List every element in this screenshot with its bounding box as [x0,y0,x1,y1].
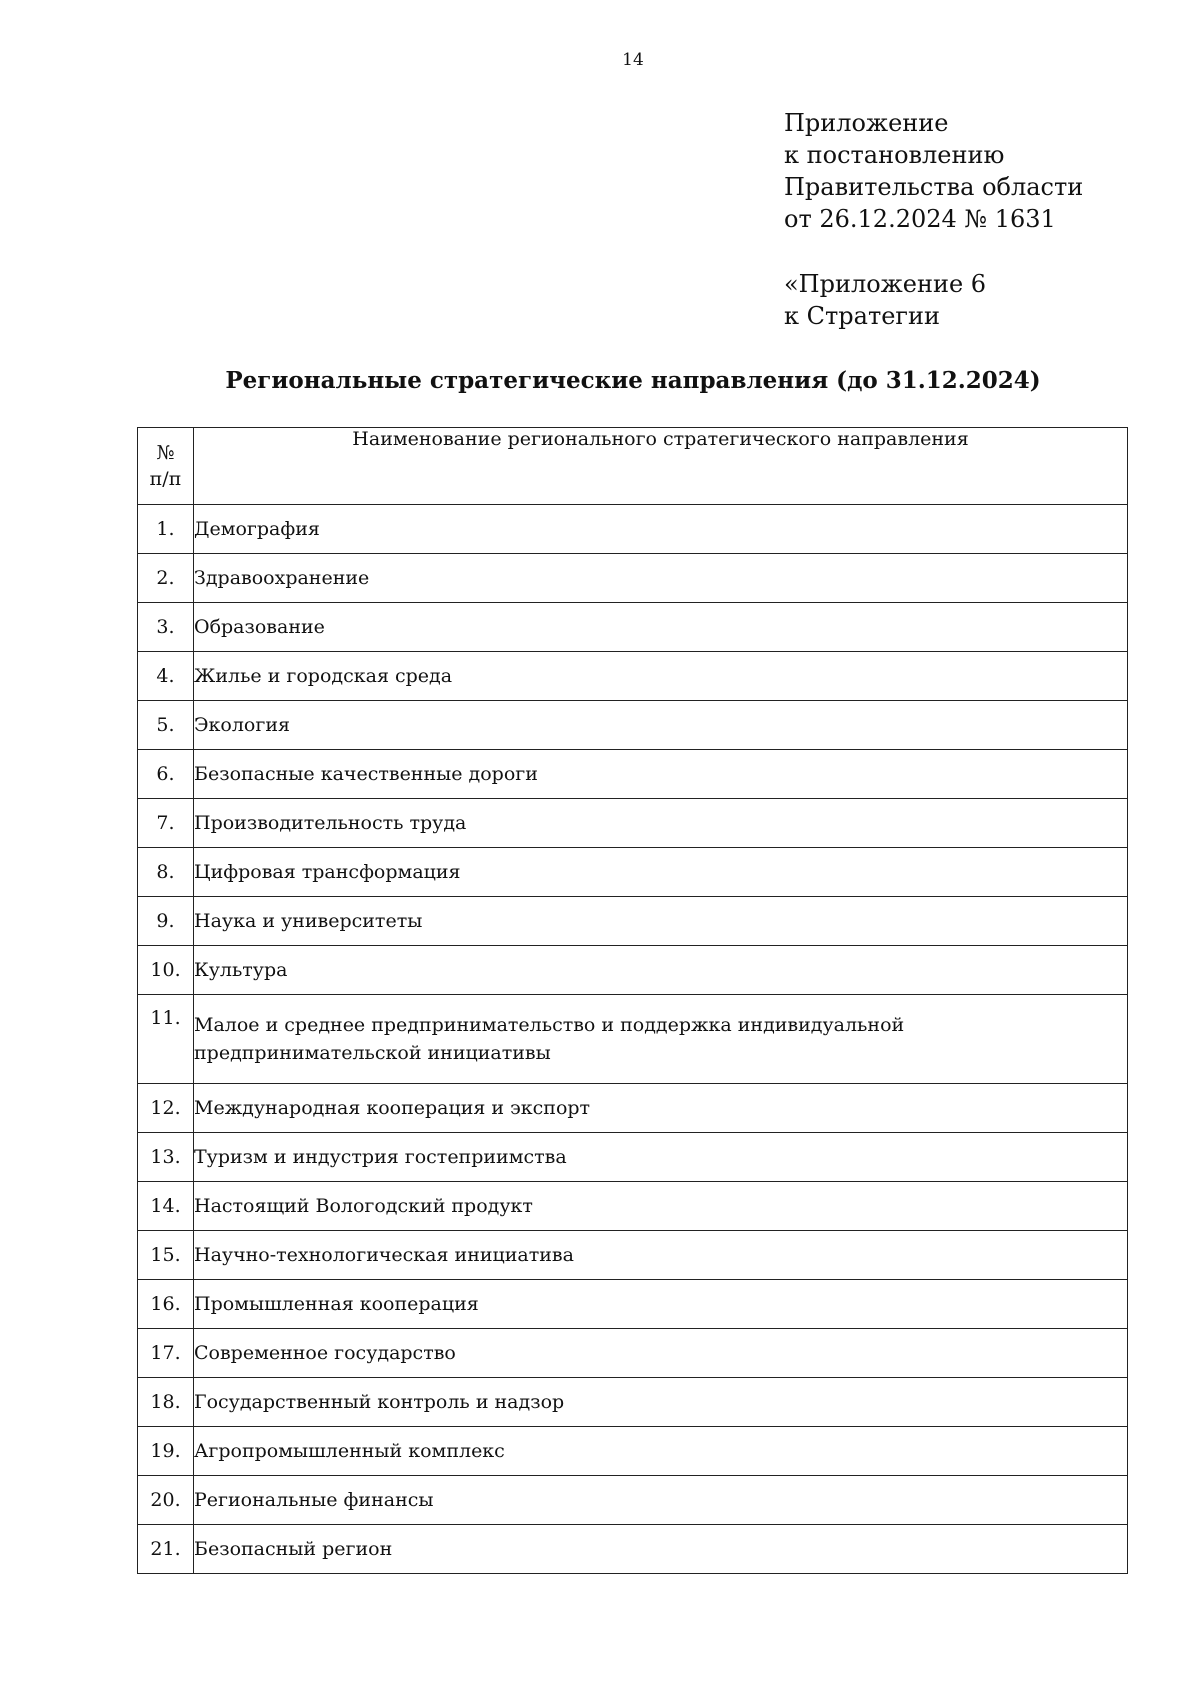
number-header-line1: № [156,442,175,464]
row-number: 13. [138,1133,194,1182]
row-number: 19. [138,1427,194,1476]
row-number: 5. [138,701,194,750]
table-row [138,652,1128,701]
table-row [138,1427,1128,1476]
direction-name: Экология [194,701,1128,750]
direction-name: Международная кооперация и экспорт [194,1084,1128,1133]
row-number: 10. [138,946,194,995]
direction-name: Наука и университеты [194,897,1128,946]
table-header-row [138,428,1128,505]
row-number: 15. [138,1231,194,1280]
number-header-line2: п/п [149,468,182,490]
appendix-header [784,107,1083,235]
direction-name: Цифровая трансформация [194,848,1128,897]
table-row [138,1329,1128,1378]
table-row [138,1378,1128,1427]
direction-name: Образование [194,603,1128,652]
table-row [138,1133,1128,1182]
row-number: 20. [138,1476,194,1525]
table-row [138,946,1128,995]
table-row [138,1280,1128,1329]
row-number: 21. [138,1525,194,1574]
direction-name: Промышленная кооперация [194,1280,1128,1329]
table-row [138,897,1128,946]
row-number: 14. [138,1182,194,1231]
row-number: 18. [138,1378,194,1427]
row-number: 4. [138,652,194,701]
direction-name: Здравоохранение [194,554,1128,603]
appendix-line: к постановлению [784,141,1005,169]
table-row [138,505,1128,554]
table-row [138,1084,1128,1133]
directions-table [137,427,1128,1574]
row-number: 3. [138,603,194,652]
direction-name: Государственный контроль и надзор [194,1378,1128,1427]
document-title: Региональные стратегические направления (до 31.12.2024) [225,367,1041,394]
row-number: 16. [138,1280,194,1329]
row-number: 1. [138,505,194,554]
direction-name: Жилье и городская среда [194,652,1128,701]
appendix-line: от 26.12.2024 № 1631 [784,205,1056,233]
direction-name: Агропромышленный комплекс [194,1427,1128,1476]
direction-name: Производительность труда [194,799,1128,848]
strategy-line: «Приложение 6 [784,270,987,298]
row-number: 17. [138,1329,194,1378]
table-row [138,554,1128,603]
strategy-reference [784,268,986,332]
row-number: 8. [138,848,194,897]
direction-name: Современное государство [194,1329,1128,1378]
direction-name: Региональные финансы [194,1476,1128,1525]
table-row [138,995,1128,1084]
table-row [138,1476,1128,1525]
strategy-line: к Стратегии [784,302,940,330]
appendix-line: Приложение [784,109,949,137]
row-number: 2. [138,554,194,603]
direction-name: Безопасные качественные дороги [194,750,1128,799]
table-row [138,701,1128,750]
direction-name: Безопасный регион [194,1525,1128,1574]
row-number: 9. [138,897,194,946]
number-column-header [138,428,194,505]
appendix-line: Правительства области [784,173,1084,201]
direction-name: Культура [194,946,1128,995]
row-number: 12. [138,1084,194,1133]
row-number: 6. [138,750,194,799]
table-row [138,750,1128,799]
page-number: 14 [622,50,644,70]
direction-name: Научно-технологическая инициатива [194,1231,1128,1280]
table-row [138,799,1128,848]
table-row [138,603,1128,652]
name-column-header: Наименование регионального стратегического направления [194,428,1128,505]
table-row [138,1525,1128,1574]
direction-name: Демография [194,505,1128,554]
row-number: 7. [138,799,194,848]
direction-name: Туризм и индустрия гостеприимства [194,1133,1128,1182]
table-row [138,1182,1128,1231]
direction-name: Настоящий Вологодский продукт [194,1182,1128,1231]
row-number: 11. [138,995,194,1084]
table-row [138,1231,1128,1280]
table-row [138,848,1128,897]
direction-name: Малое и среднее предпринимательство и поддержка индивидуальной предпринимательской инициативы [194,995,1128,1084]
